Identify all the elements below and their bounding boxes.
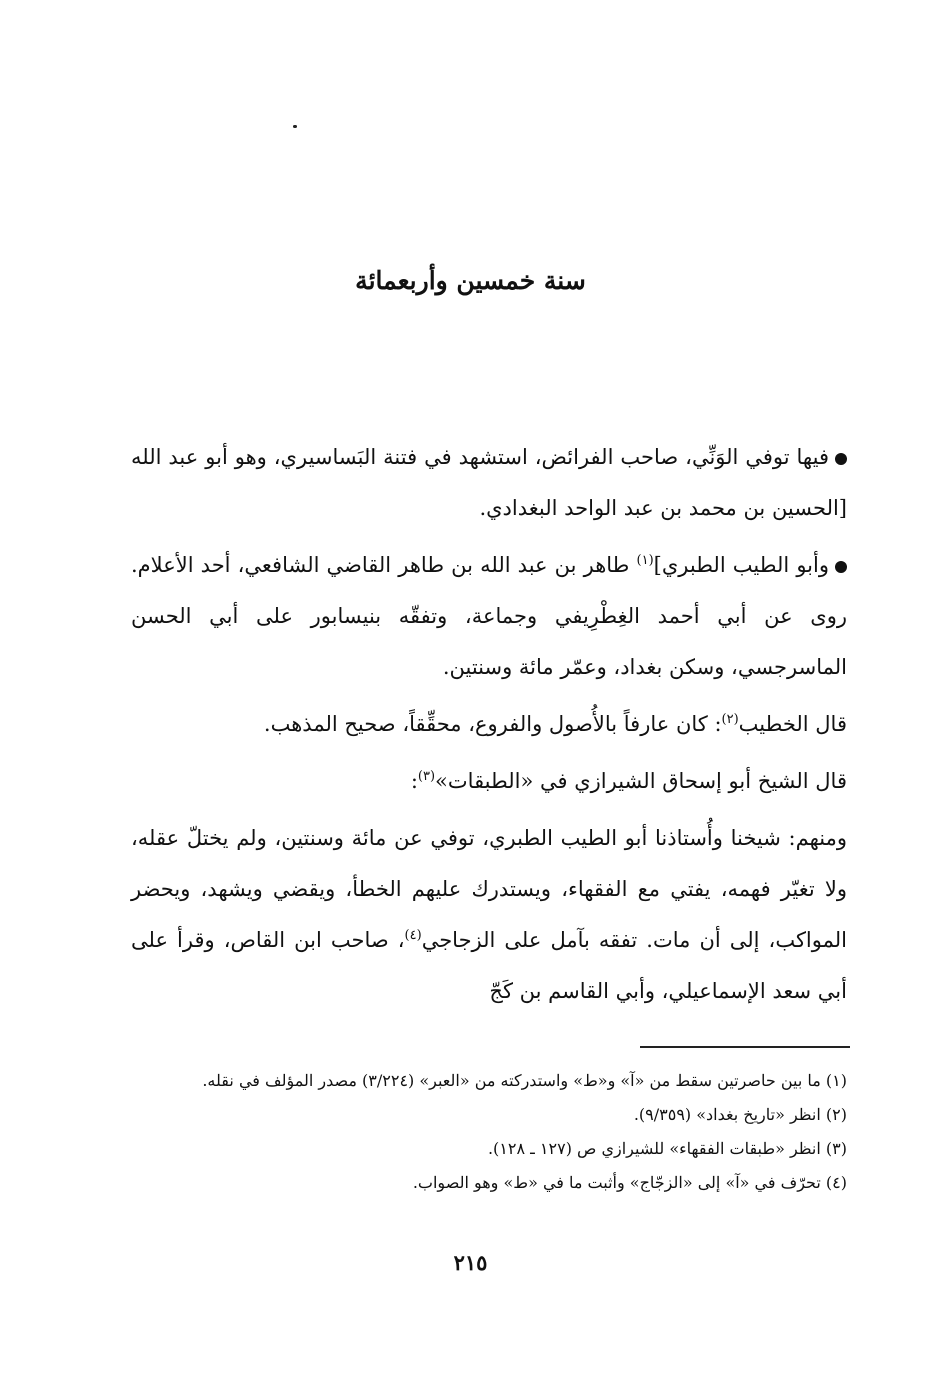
paragraph-text: قال الشيخ أبو إسحاق الشيرازي في «الطبقات»: [435, 769, 847, 793]
footnote-4: (٤) تحرّف في «آ» إلى «الزجّاج» وأثبت ما في «ط» وهو الصواب.: [412, 1173, 847, 1192]
paragraph-text: وأبو الطيب الطبري]: [653, 553, 829, 577]
paragraph-text: قال الخطيب: [738, 712, 847, 736]
paragraph-text-continued: طاهر بن عبد الله بن طاهر القاضي الشافعي، أحد الأعلام. روى عن أبي أحمد الغِطْرِيفي وجماعة، وتفقّه بنيسابور على أبي الحسن الماسرجسي، وسكن بغداد، وعمّر مائة وسنتين.: [131, 553, 847, 679]
ink-speck: [293, 125, 297, 128]
footnotes: [131, 1064, 847, 1200]
paragraph-text-continued: : كان عارفاً بالأُصول والفروع، محقِّقاً، صحيح المذهب.: [263, 712, 722, 736]
bullet-icon: [835, 561, 847, 573]
paragraph-text-continued: :: [410, 769, 418, 793]
chapter-title: سنة خمسين وأربعمائة: [355, 266, 586, 295]
paragraph-text: ومنهم: شيخنا وأُستاذنا أبو الطيب الطبري، توفي عن مائة وسنتين، ولم يختلّ عقله، ولا تغيّر فهمه، يفتي مع الفقهاء، ويستدرك عليهم الخطأ، ويقضي ويشهد، ويحضر المواكب، إلى أن مات. تفقه بآمل على الزجاجي: [131, 826, 847, 952]
footnote-1: (١) ما بين حاصرتين سقط من «آ» و«ط» واستدركته من «العبر» (٣/٢٢٤) مصدر المؤلف في نقله.: [202, 1071, 847, 1090]
footnote-ref[interactable]: (١): [636, 553, 654, 568]
footnote-ref[interactable]: (٣): [417, 769, 436, 784]
footnote-separator: [640, 1046, 850, 1048]
bullet-icon: [835, 453, 847, 465]
paragraph-text: فيها توفي الوَنِّي، صاحب الفرائض، استشهد في فتنة البَساسيري، وهو أبو عبد الله [الحسين بن محمد بن عبد الواحد البغدادي.: [131, 445, 847, 520]
paragraph-text-continued: ، صاحب ابن القاص، وقرأ على أبي سعد الإسماعيلي، وأبي القاسم بن كَجّ: [131, 928, 847, 1003]
paragraph-1: [131, 432, 847, 534]
footnote-ref[interactable]: (٤): [404, 928, 422, 943]
footnote-2: (٢) انظر «تاريخ بغداد» (٩/٣٥٩).: [633, 1105, 847, 1124]
paragraph-5: [131, 813, 847, 1017]
paragraph-2: [131, 540, 847, 693]
page-number: ٢١٥: [453, 1250, 488, 1275]
paragraph-3: [131, 699, 847, 750]
paragraph-4: [131, 756, 847, 807]
main-text: [131, 432, 847, 1023]
footnote-ref[interactable]: (٢): [721, 712, 739, 727]
footnote-3: (٣) انظر «طبقات الفقهاء» للشيرازي ص (١٢٧ ـ ١٢٨).: [487, 1139, 847, 1158]
